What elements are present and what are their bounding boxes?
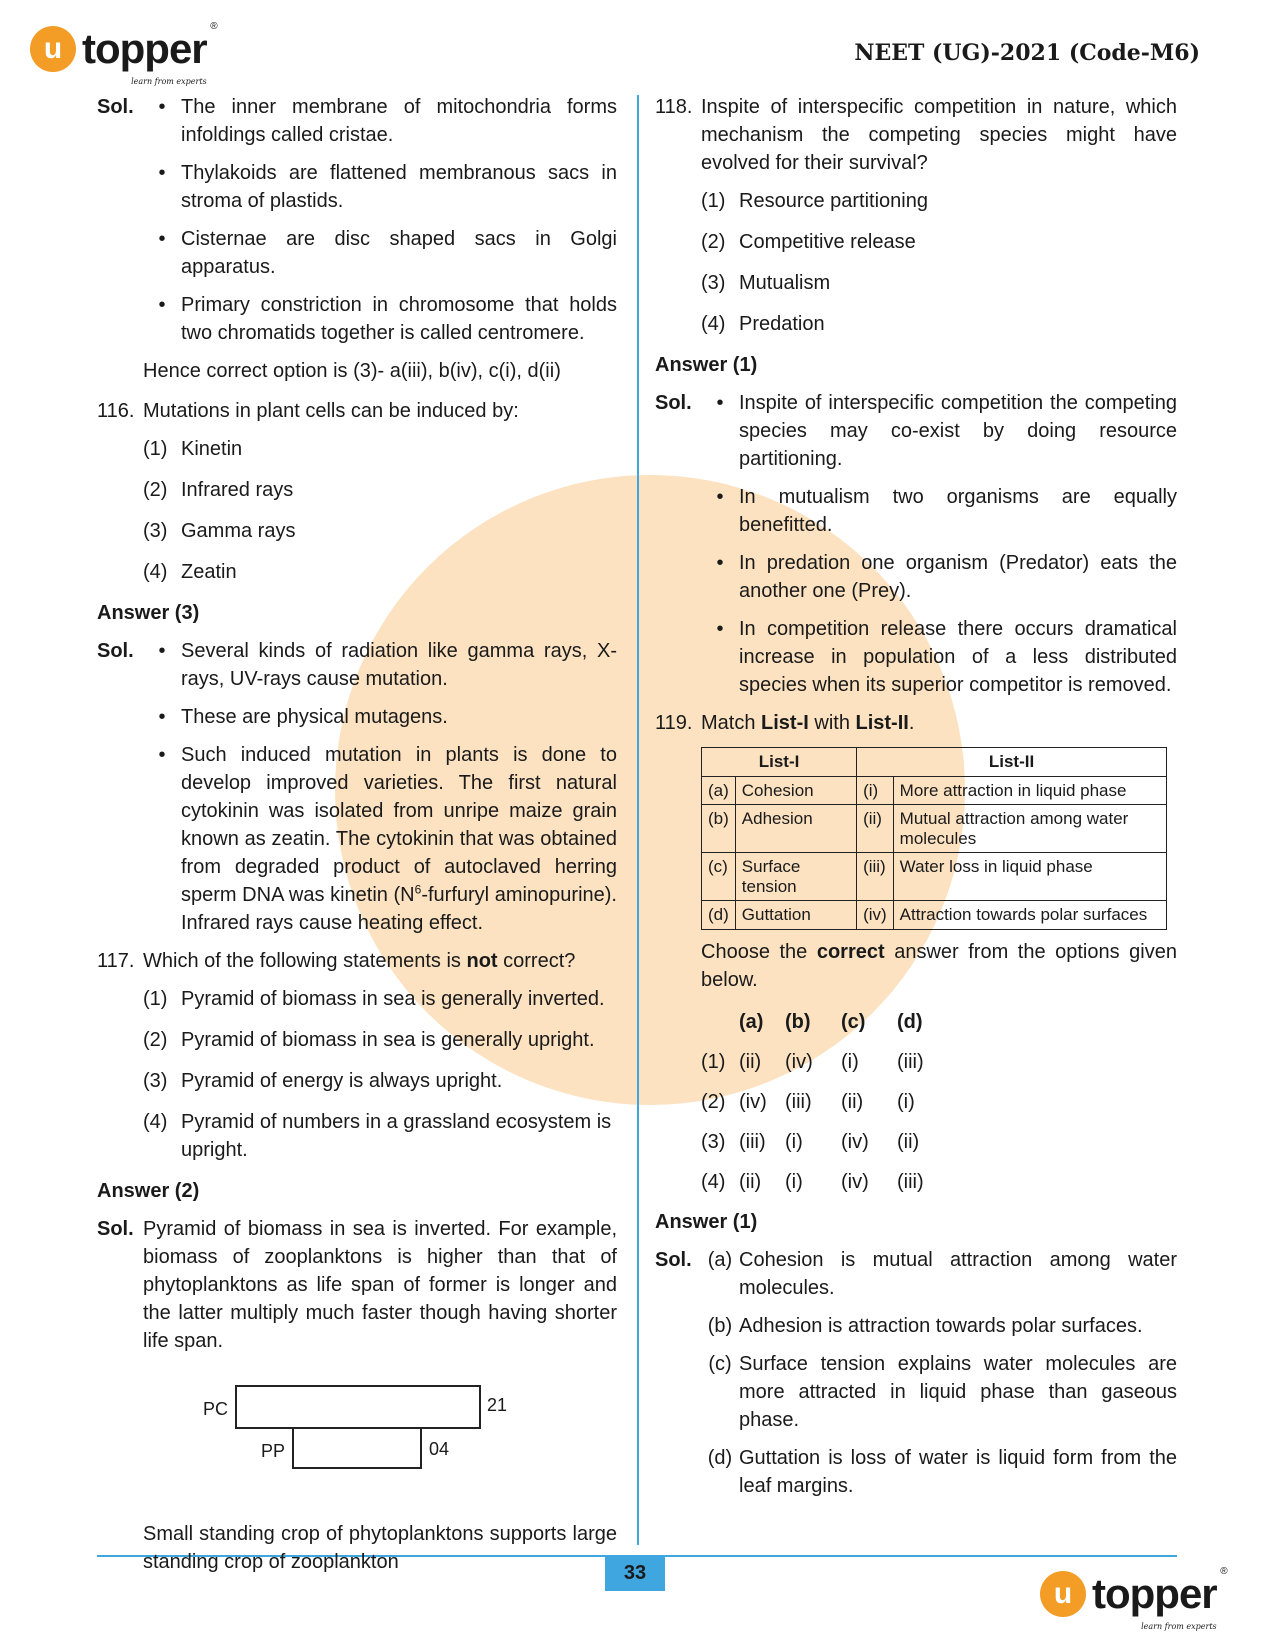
left-column xyxy=(97,93,617,1576)
topper-logo-icon: u xyxy=(1040,1571,1086,1617)
q117-option: (3) Pyramid of energy is always upright. xyxy=(143,1070,503,1092)
right-column xyxy=(655,93,1177,1510)
table-row: (a) Cohesion (i) More attraction in liquid phase xyxy=(702,776,1167,805)
pp-label: PP xyxy=(261,1441,286,1461)
q116-solution: • These are physical mutagens. xyxy=(158,706,448,728)
sol115-conclusion: Hence correct option is (3)- a(iii), b(iv), c(i), d(ii) xyxy=(143,360,561,382)
q116-solution: Sol. • Several kinds of radiation like gamma rays, X-rays, UV-rays cause mutation. xyxy=(97,640,617,690)
q116-solution: • Such induced mutation in plants is done to develop improved varieties. The first natural cytokinin was isolated from unripe maize grain known as zeatin. The cytokinin that was obtained from degraded product of autoclaved herring sperm DNA was kinetin ($N^6$-furfuryl aminopurine). Infrared rays cause heating effect. xyxy=(158,744,617,934)
q119-solution: (b) Adhesion is attraction towards polar surfaces. xyxy=(707,1314,1143,1337)
topper-logo xyxy=(30,20,217,86)
exam-title: NEET (UG)-2021 (Code-M6) xyxy=(854,40,1200,66)
brand-tagline: learn from experts xyxy=(131,76,207,86)
question-118: 118. Inspite of interspecific competition in nature, which mechanism the competing species might have evolved for their survival? xyxy=(655,96,1177,174)
pc-label: PC xyxy=(203,1399,229,1419)
topper-logo-icon: u xyxy=(30,26,76,72)
q119-option: (2) (iv) (iii) (ii) (i) xyxy=(701,1090,915,1113)
sol115-point: • Primary constriction in chromosome that holds two chromatids together is called centromere. xyxy=(158,294,617,344)
q118-solution: Sol. • Inspite of interspecific competition the competing species may co-exist by doing resource partitioning. xyxy=(655,392,1177,470)
q119-option: (3) (iii) (i) (iv) (ii) xyxy=(701,1130,920,1153)
column-divider xyxy=(637,95,639,1545)
options-header: (a) (b) (c) (d) xyxy=(739,1010,923,1033)
page-number: 33 xyxy=(605,1555,665,1591)
table-row: (d) Guttation (iv) Attraction towards polar surfaces xyxy=(702,901,1167,930)
pc-value: 21 xyxy=(487,1395,508,1415)
table-row: (b) Adhesion (ii) Mutual attraction among water molecules xyxy=(702,805,1167,853)
sol115-point: • Cisternae are disc shaped sacs in Golgi apparatus. xyxy=(158,228,617,278)
q116-option: (4) Zeatin xyxy=(143,561,237,583)
question-119: 119. Match List-I with List-II. xyxy=(655,712,915,734)
table-row: (c) Surface tension (iii) Water loss in liquid phase xyxy=(702,853,1167,901)
q117-answer: Answer (2) xyxy=(97,1180,200,1202)
brand-tagline: learn from experts xyxy=(1141,1621,1217,1631)
q119-solution: Sol. (a) Cohesion is mutual attraction among water molecules. xyxy=(655,1248,1177,1299)
pp-box xyxy=(292,1427,422,1469)
pyramid-caption: Small standing crop of phytoplanktons supports large standing crop of zooplankton xyxy=(143,1523,617,1573)
q118-option: (3) Mutualism xyxy=(701,272,831,294)
q118-solution: • In mutualism two organisms are equally benefitted. xyxy=(716,486,1177,536)
q118-solution: • In predation one organism (Predator) eats the another one (Prey). xyxy=(716,552,1177,602)
match-table xyxy=(701,747,1167,930)
q118-answer: Answer (1) xyxy=(655,354,758,376)
q118-option: (4) Predation xyxy=(701,313,825,335)
table-header: List-I xyxy=(702,748,857,777)
table-header: List-II xyxy=(857,748,1167,777)
pp-value: 04 xyxy=(429,1439,450,1459)
question-117: 117. Which of the following statements is not correct? xyxy=(97,950,576,972)
q119-solution: (d) Guttation is loss of water is liquid form from the leaf margins. xyxy=(707,1446,1177,1497)
biomass-pyramid-diagram xyxy=(143,1375,617,1510)
q117-option: (4) Pyramid of numbers in a grassland ecosystem is upright. xyxy=(143,1111,612,1161)
q116-option: (3) Gamma rays xyxy=(143,520,296,542)
question-116: 116. Mutations in plant cells can be induced by: xyxy=(97,400,519,422)
q117-option: (2) Pyramid of biomass in sea is generally upright. xyxy=(143,1029,595,1051)
q119-answer: Answer (1) xyxy=(655,1210,758,1233)
sol115-point: Sol. • The inner membrane of mitochondria forms infoldings called cristae. xyxy=(97,96,617,146)
brand-name: topper ® learn from experts xyxy=(1092,1566,1227,1631)
brand-name: topper ® learn from experts xyxy=(82,21,217,86)
match-options xyxy=(701,1008,1177,1196)
q116-option: (2) Infrared rays xyxy=(143,479,294,501)
q116-option: (1) Kinetin xyxy=(143,438,243,460)
q117-solution: Sol. Pyramid of biomass in sea is inverted. For example, biomass of zooplanktons is higher than that of phytoplanktons as life span of former is longer and the latter multiply much faster though having shorter life span. xyxy=(97,1218,617,1352)
q118-solution: • In competition release there occurs dramatical increase in population of a less distributed species when its superior competitor is removed. xyxy=(716,618,1177,696)
q119-option: (1) (ii) (iv) (i) (iii) xyxy=(701,1050,924,1073)
pc-box xyxy=(235,1385,481,1429)
q118-option: (2) Competitive release xyxy=(701,231,916,253)
sol115-point: • Thylakoids are flattened membranous sacs in stroma of plastids. xyxy=(158,162,617,212)
q119-option: (4) (ii) (i) (iv) (iii) xyxy=(701,1170,924,1193)
q116-answer: Answer (3) xyxy=(97,602,200,624)
q118-option: (1) Resource partitioning xyxy=(701,190,928,212)
q119-solution: (c) Surface tension explains water molecules are more attracted in liquid phase than gaseous phase. xyxy=(708,1352,1177,1431)
topper-logo-footer xyxy=(1040,1565,1227,1631)
choose-instruction: Choose the correct answer from the options given below. xyxy=(701,940,1177,991)
q117-option: (1) Pyramid of biomass in sea is generally inverted. xyxy=(143,988,605,1010)
